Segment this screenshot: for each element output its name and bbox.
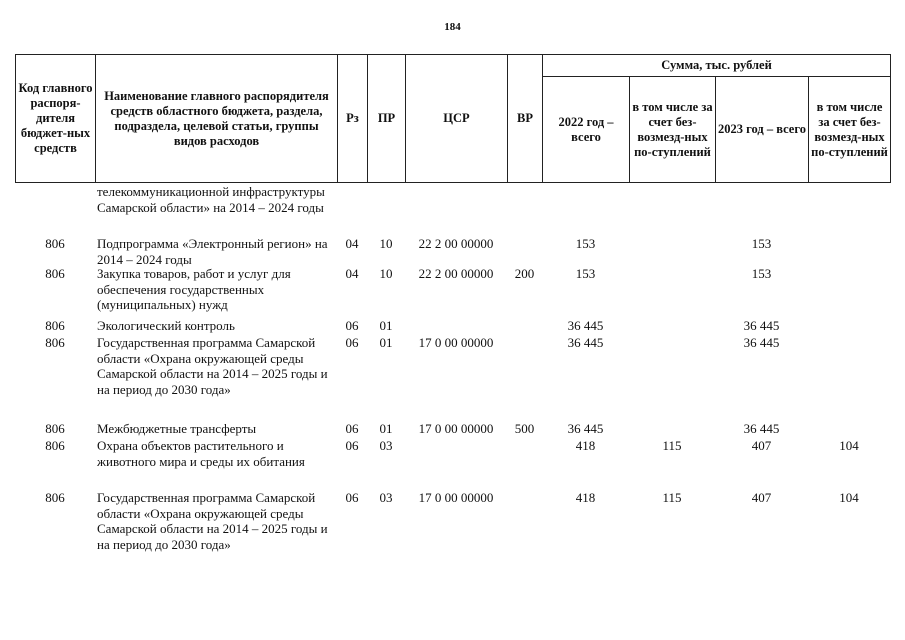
- cell-s23: 407: [751, 490, 772, 505]
- cell-s22: 36 445: [567, 335, 604, 350]
- budget-table-header: [15, 54, 891, 183]
- cell-b23: [808, 318, 890, 335]
- cell-s22: [542, 184, 629, 236]
- header-rz: Рз: [338, 55, 368, 183]
- cell-pr: 10: [379, 236, 393, 251]
- cell-csr: 22 2 00 00000: [418, 266, 494, 281]
- cell-csr: [405, 438, 507, 490]
- table-row: [15, 421, 890, 438]
- cell-code: [15, 184, 95, 236]
- cell-name: Подпрограмма «Электронный регион» на 2014 – 2024 годы: [97, 236, 328, 267]
- table-row: [15, 335, 890, 421]
- cell-rz: 06: [345, 421, 359, 436]
- cell-vr: 200: [514, 266, 535, 281]
- cell-csr: 17 0 00 00000: [418, 421, 494, 436]
- cell-s23: 36 445: [743, 335, 780, 350]
- cell-pr: 01: [379, 318, 393, 333]
- cell-rz: 06: [345, 335, 359, 350]
- table-row: [15, 184, 890, 236]
- cell-s23: 36 445: [743, 421, 780, 436]
- cell-name: Государственная программа Самарской области «Охрана окружающей среды Самарской области на 2014 – 2025 годы и на период до 2030 года»: [97, 335, 328, 397]
- header-vr: ВР: [508, 55, 543, 183]
- header-2022-total: 2022 год – всего: [543, 77, 630, 183]
- cell-vr: [507, 236, 542, 266]
- cell-pr: 01: [379, 335, 393, 350]
- cell-b22: [629, 266, 715, 318]
- cell-b23: 104: [839, 438, 859, 453]
- cell-pr: 03: [379, 438, 393, 453]
- cell-s23: 36 445: [743, 318, 780, 333]
- cell-s23: 153: [751, 236, 772, 251]
- cell-vr: 500: [514, 421, 535, 436]
- cell-s22: 36 445: [567, 318, 604, 333]
- cell-vr: [507, 335, 542, 421]
- table-row: [15, 438, 890, 490]
- cell-s22: 418: [575, 438, 596, 453]
- cell-vr: [507, 318, 542, 335]
- header-2023-free: в том числе за счет без-возмезд-ных по-ступлений: [809, 77, 891, 183]
- cell-b22: [629, 184, 715, 236]
- cell-b23: [808, 421, 890, 438]
- header-name: Наименование главного распорядителя средств областного бюджета, раздела, подраздела, целевой статьи, группы видов расходов: [96, 55, 338, 183]
- cell-csr: [405, 184, 507, 236]
- cell-csr: [405, 318, 507, 335]
- cell-name: Закупка товаров, работ и услуг для обеспечения государственных (муниципальных) нужд: [97, 266, 291, 312]
- cell-code: 806: [45, 335, 65, 350]
- header-csr: ЦСР: [406, 55, 508, 183]
- cell-pr: [367, 184, 405, 236]
- budget-table-body: [15, 184, 890, 570]
- cell-rz: 04: [345, 266, 359, 281]
- cell-name: Государственная программа Самарской области «Охрана окружающей среды Самарской области на 2014 – 2025 годы и на период до 2030 года»: [97, 490, 328, 552]
- cell-s23: [715, 184, 808, 236]
- cell-pr: 10: [379, 266, 393, 281]
- cell-b23: [808, 335, 890, 421]
- cell-code: 806: [45, 490, 65, 505]
- table-row: [15, 266, 890, 318]
- table-row: [15, 490, 890, 570]
- cell-rz: [337, 184, 367, 236]
- cell-s23: 407: [751, 438, 772, 453]
- cell-name: Охрана объектов растительного и животного мира и среды их обитания: [97, 438, 305, 469]
- cell-b22: [629, 421, 715, 438]
- cell-csr: 22 2 00 00000: [418, 236, 494, 251]
- cell-name: Экологический контроль: [97, 318, 235, 333]
- cell-name: Межбюджетные трансферты: [97, 421, 257, 436]
- cell-code: 806: [45, 438, 65, 453]
- page-number: 184: [444, 21, 461, 33]
- cell-rz: 06: [345, 438, 359, 453]
- cell-b22: [629, 236, 715, 266]
- cell-name: телекоммуникационной инфраструктуры Самарской области» на 2014 – 2024 годы: [97, 184, 325, 215]
- cell-pr: 01: [379, 421, 393, 436]
- cell-s23: 153: [751, 266, 772, 281]
- cell-csr: 17 0 00 00000: [418, 335, 494, 350]
- cell-vr: [507, 490, 542, 570]
- cell-s22: 153: [575, 266, 596, 281]
- cell-pr: 03: [379, 490, 393, 505]
- table-row: [15, 318, 890, 335]
- header-pr: ПР: [368, 55, 406, 183]
- cell-code: 806: [45, 421, 65, 436]
- header-2022-free: в том числе за счет без-возмезд-ных по-ступлений: [630, 77, 716, 183]
- cell-s22: 418: [575, 490, 596, 505]
- cell-b22: [629, 335, 715, 421]
- cell-b22: 115: [662, 438, 682, 453]
- cell-b23: [808, 236, 890, 266]
- header-code: Код главного распоря-дителя бюджет-ных средств: [16, 55, 96, 183]
- cell-b23: [808, 184, 890, 236]
- header-2023-total: 2023 год – всего: [716, 77, 809, 183]
- cell-csr: 17 0 00 00000: [418, 490, 494, 505]
- cell-rz: 06: [345, 318, 359, 333]
- cell-b22: [629, 318, 715, 335]
- cell-vr: [507, 184, 542, 236]
- cell-vr: [507, 438, 542, 490]
- cell-b23: [808, 266, 890, 318]
- cell-s22: 36 445: [567, 421, 604, 436]
- header-sum-group: Сумма, тыс. рублей: [543, 55, 891, 77]
- cell-rz: 04: [345, 236, 359, 251]
- cell-code: 806: [45, 236, 65, 251]
- cell-code: 806: [45, 318, 65, 333]
- cell-s22: 153: [575, 236, 596, 251]
- cell-b22: 115: [662, 490, 682, 505]
- cell-code: 806: [45, 266, 65, 281]
- cell-b23: 104: [839, 490, 859, 505]
- cell-rz: 06: [345, 490, 359, 505]
- table-row: [15, 236, 890, 266]
